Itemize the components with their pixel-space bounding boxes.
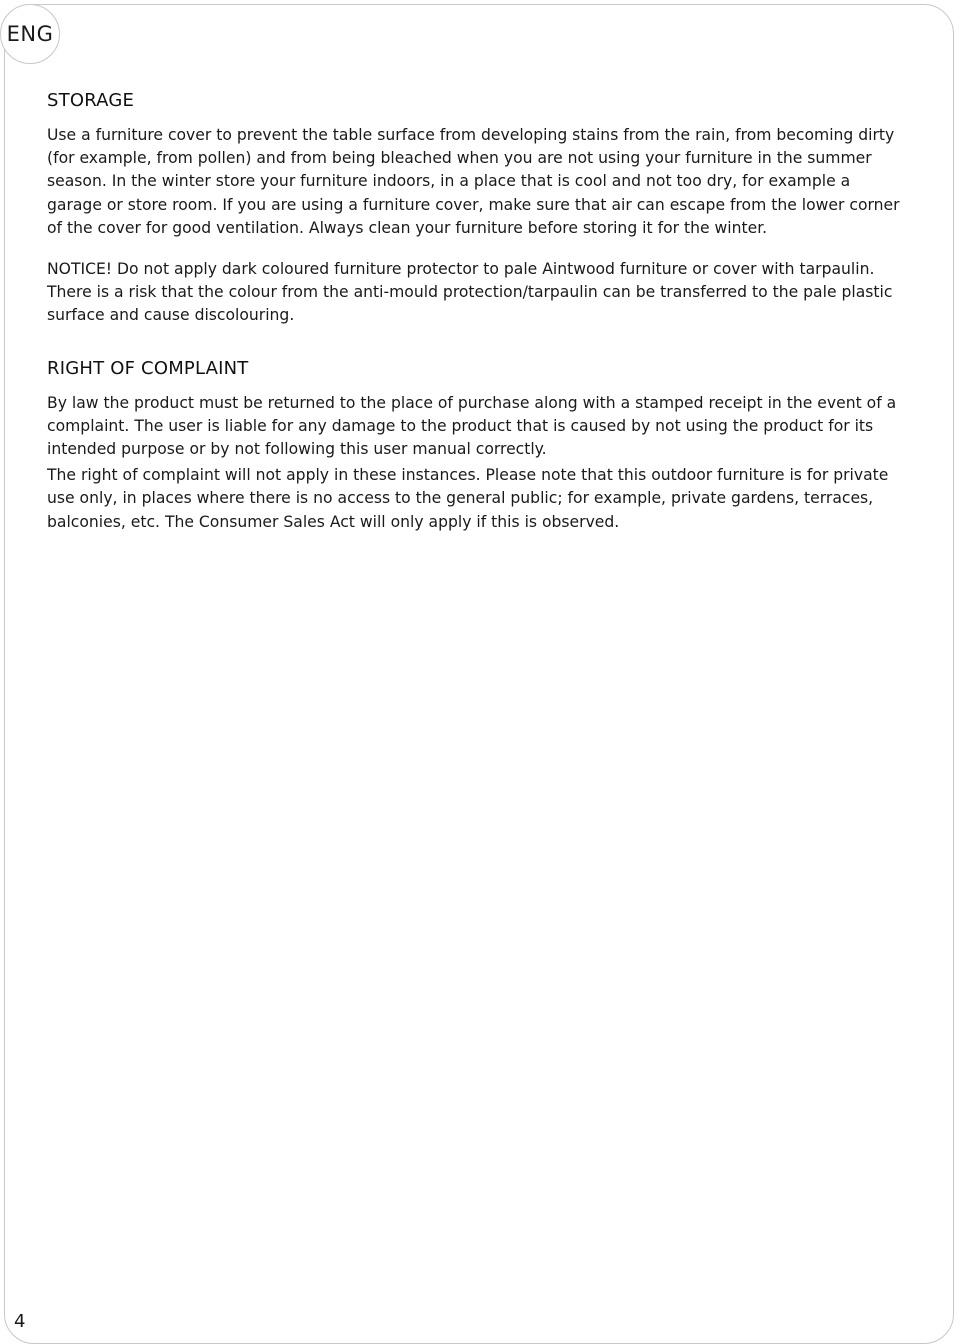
storage-heading: STORAGE — [47, 90, 135, 111]
notice-paragraph: NOTICE! Do not apply dark coloured furniture protector to pale Aintwood furniture or cover with tarpaulin. There is a risk that the colour from the anti-mould protection/tarpaulin can be transferred to the pale plastic surface and cause discolouring. — [47, 260, 893, 325]
storage-section — [47, 88, 907, 328]
complaint-section — [47, 356, 907, 534]
language-badge — [0, 4, 60, 64]
page-number: 4 — [14, 1311, 26, 1332]
language-badge-label: ENG — [6, 22, 54, 46]
complaint-heading: RIGHT OF COMPLAINT — [47, 357, 249, 379]
complaint-paragraph-1: By law the product must be returned to the place of purchase along with a stamped receipt in the event of a complaint. The user is liable for any damage to the product that is caused by not using the product for its intended purpose or by not following this user manual correctly. — [47, 393, 897, 459]
document-body — [47, 88, 907, 534]
complaint-paragraph-2: The right of complaint will not apply in these instances. Please note that this outdoor furniture is for private use only, in places where there is no access to the general public; for example, private gardens, terraces, balconies, etc. The Consumer Sales Act will only apply if this is observed. — [47, 466, 889, 531]
storage-paragraph: Use a furniture cover to prevent the table surface from developing stains from the rain, from becoming dirty (for example, from pollen) and from being bleached when you are not using your furniture in the summer season. In the winter store your furniture indoors, in a place that is cool and not too dry, for example a garage or store room. If you are using a furniture cover, make sure that air can escape from the lower corner of the cover for good ventilation. Always clean your furniture before storing it for the winter. — [47, 126, 900, 237]
